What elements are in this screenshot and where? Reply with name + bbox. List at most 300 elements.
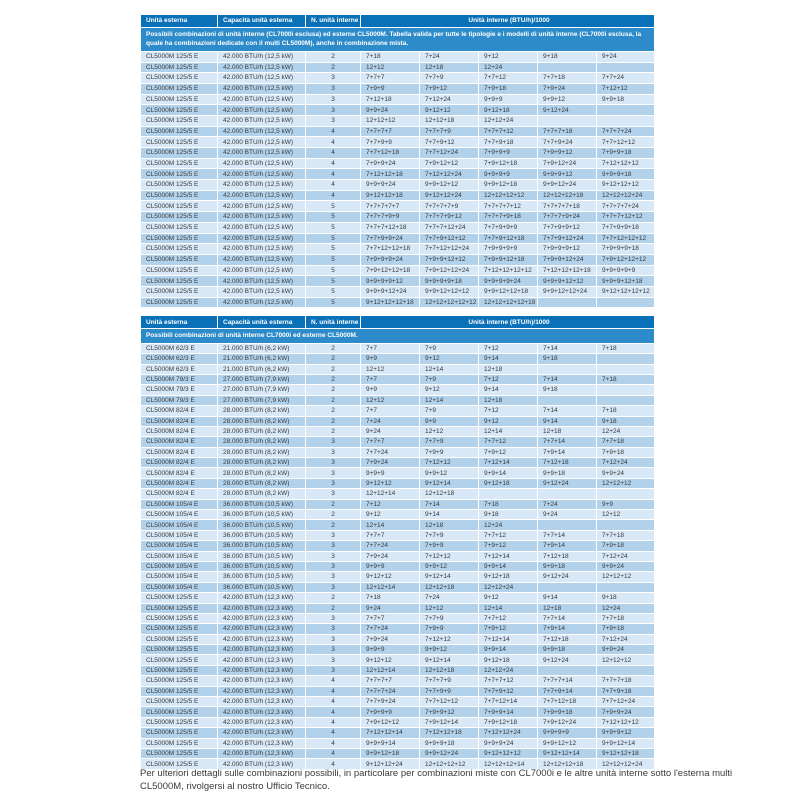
table-row (141, 265, 655, 276)
capacity-cell: 42.000 BTU/h (12,3 kW) (218, 749, 306, 759)
column-header: N. unità interne (306, 316, 361, 329)
external-unit-cell: CL5000M 125/5 E (141, 180, 218, 191)
combination-cell: 7+9+18 (597, 447, 655, 457)
combination-cell: 7+9+9+9+24 (361, 254, 420, 265)
external-unit-cell: CL5000M 125/5 E (141, 265, 218, 276)
n-units-cell: 3 (306, 73, 361, 84)
capacity-cell: 42.000 BTU/h (12,5 kW) (218, 276, 306, 287)
combination-cell: 9+9+18 (538, 468, 597, 478)
combination-cell: 7+9+9+24 (361, 158, 420, 169)
table-row (141, 343, 655, 353)
combination-cell: 9+12+14 (420, 572, 479, 582)
table-row (141, 468, 655, 478)
combination-cell: 7+7+12+14 (479, 697, 538, 707)
n-units-cell: 3 (306, 624, 361, 634)
table-row (141, 717, 655, 727)
combination-cell: 12+18 (479, 364, 538, 374)
combination-cell: 9+9+12 (420, 561, 479, 571)
combination-cell: 7+12 (479, 343, 538, 353)
combination-cell: 7+9+24 (538, 83, 597, 94)
combination-cell: 7+12+14 (479, 551, 538, 561)
combination-cell (538, 62, 597, 73)
n-units-cell: 3 (306, 665, 361, 675)
combination-cell: 7+9+9+14 (479, 707, 538, 717)
n-units-cell: 4 (306, 686, 361, 696)
combination-cell: 9+12+24 (538, 572, 597, 582)
external-unit-cell: CL5000M 125/5 E (141, 613, 218, 623)
table-row (141, 561, 655, 571)
combination-cell: 7+7+9+18 (479, 137, 538, 148)
combination-cell: 7+12+14 (479, 634, 538, 644)
combination-cell: 7+7+9+12 (479, 686, 538, 696)
capacity-cell: 42.000 BTU/h (12,3 kW) (218, 728, 306, 738)
combination-cell: 7+7+9+9+9 (479, 222, 538, 233)
capacity-cell: 28.000 BTU/h (8,2 kW) (218, 416, 306, 426)
combination-cell: 7+12+12+12+12 (479, 265, 538, 276)
combination-cell: 9+12+24 (538, 105, 597, 116)
capacity-cell: 42.000 BTU/h (12,5 kW) (218, 254, 306, 265)
combination-cell: 9+12+12 (420, 105, 479, 116)
combination-cell: 7+7+24 (361, 541, 420, 551)
n-units-cell: 3 (306, 655, 361, 665)
n-units-cell: 3 (306, 561, 361, 571)
combination-cell: 9+14 (479, 354, 538, 364)
combination-cell: 7+12+12 (420, 634, 479, 644)
combination-cell: 9+12 (479, 51, 538, 62)
external-unit-cell: CL5000M 105/4 E (141, 499, 218, 509)
combination-cell: 7+7+12+18 (361, 148, 420, 159)
combination-cell: 9+9+9 (479, 94, 538, 105)
combination-cell: 9+9+18 (538, 645, 597, 655)
capacity-cell: 28.000 BTU/h (8,2 kW) (218, 458, 306, 468)
tables-container (140, 14, 654, 770)
combination-cell (538, 364, 597, 374)
table-row (141, 244, 655, 255)
combination-cell (538, 115, 597, 126)
combination-cell: 9+9+9+12 (538, 169, 597, 180)
combination-cell: 7+7+7+12 (479, 126, 538, 137)
n-units-cell: 2 (306, 51, 361, 62)
combination-cell: 7+7+7+7 (361, 676, 420, 686)
table-row (141, 489, 655, 499)
footer-note: Per ulteriori dettagli sulle combinazioni possibili, in particolare per combinazioni miste con CL7000i e le altre unità interne sotto l'esterna multi CL5000M, rivolgersi al nostro Ufficio Tecnico. (140, 768, 733, 792)
capacity-cell: 42.000 BTU/h (12,5 kW) (218, 158, 306, 169)
combination-cell: 7+9+12 (479, 624, 538, 634)
combination-cell (538, 395, 597, 405)
combination-cell: 7+7+7+12+18 (361, 222, 420, 233)
combination-cell: 7+7+7+12 (479, 676, 538, 686)
external-unit-cell: CL5000M 125/5 E (141, 728, 218, 738)
table-row (141, 148, 655, 159)
combination-cell: 7+12+24 (597, 458, 655, 468)
combination-cell: 7+7+7+9+18 (479, 212, 538, 223)
table-row (141, 222, 655, 233)
combination-cell: 9+24 (361, 603, 420, 613)
combination-cell (538, 582, 597, 592)
combination-cell: 9+18 (538, 354, 597, 364)
capacity-cell: 36.000 BTU/h (10,5 kW) (218, 561, 306, 571)
combination-cell: 7+7+7+9 (420, 676, 479, 686)
table-row (141, 374, 655, 384)
n-units-cell: 2 (306, 395, 361, 405)
table-row (141, 582, 655, 592)
external-unit-cell: CL5000M 125/5 E (141, 593, 218, 603)
external-unit-cell: CL5000M 125/5 E (141, 717, 218, 727)
combination-cell: 7+9+9+12+12 (420, 254, 479, 265)
external-unit-cell: CL5000M 125/5 E (141, 137, 218, 148)
combination-cell: 7+9+9+9 (479, 148, 538, 159)
external-unit-cell: CL5000M 125/5 E (141, 655, 218, 665)
combination-cell: 9+9+9+12 (597, 728, 655, 738)
combination-cell: 9+9+24 (597, 468, 655, 478)
combination-cell (538, 489, 597, 499)
combination-cell: 7+9+12 (479, 541, 538, 551)
n-units-cell: 3 (306, 645, 361, 655)
combination-cell: 7+7+12+18 (538, 697, 597, 707)
capacity-cell: 42.000 BTU/h (12,5 kW) (218, 233, 306, 244)
combination-cell: 7+7+7+7+24 (597, 201, 655, 212)
external-unit-cell: CL5000M 105/4 E (141, 561, 218, 571)
n-units-cell: 2 (306, 416, 361, 426)
combination-cell: 12+14 (420, 364, 479, 374)
combination-cell: 12+18 (479, 395, 538, 405)
external-unit-cell: CL5000M 125/5 E (141, 105, 218, 116)
combination-cell: 12+12+14 (361, 582, 420, 592)
n-units-cell: 2 (306, 426, 361, 436)
combination-cell: 7+9+12+24 (538, 717, 597, 727)
combination-cell: 7+7+12 (479, 437, 538, 447)
combination-cell: 7+12+12 (420, 458, 479, 468)
combination-cell: 12+12+12+18 (538, 190, 597, 201)
combination-cell: 7+7+9+14 (538, 686, 597, 696)
combination-cell: 9+9+12+12+18 (479, 286, 538, 297)
combination-cell: 7+7+7 (361, 73, 420, 84)
combinations-table-cl7000i (140, 315, 655, 769)
combination-cell: 7+7+9+24 (538, 137, 597, 148)
combination-cell (479, 489, 538, 499)
combination-cell: 12+12+18 (420, 665, 479, 675)
combination-cell: 7+7+18 (597, 613, 655, 623)
external-unit-cell: CL5000M 82/4 E (141, 489, 218, 499)
combination-cell: 9+9+9+14 (361, 738, 420, 748)
table-row (141, 395, 655, 405)
combination-cell: 7+12+12+12 (597, 717, 655, 727)
external-unit-cell: CL5000M 125/5 E (141, 665, 218, 675)
capacity-cell: 21.000 BTU/h (6,2 kW) (218, 354, 306, 364)
combination-cell: 9+12+18 (479, 655, 538, 665)
n-units-cell: 4 (306, 676, 361, 686)
combination-cell (597, 395, 655, 405)
combination-cell: 7+9+9+9 (361, 707, 420, 717)
combination-cell: 7+9+24 (361, 458, 420, 468)
n-units-cell: 4 (306, 148, 361, 159)
external-unit-cell: CL5000M 105/4 E (141, 510, 218, 520)
combination-cell: 7+9+9+9+12 (538, 244, 597, 255)
combination-cell: 7+7+14 (538, 530, 597, 540)
combination-cell: 9+9+12 (420, 468, 479, 478)
table-row (141, 180, 655, 191)
table-row (141, 190, 655, 201)
external-unit-cell: CL5000M 125/5 E (141, 707, 218, 717)
combination-cell: 7+18 (597, 374, 655, 384)
external-unit-cell: CL5000M 125/5 E (141, 222, 218, 233)
combination-cell: 12+12+18 (420, 115, 479, 126)
capacity-cell: 42.000 BTU/h (12,3 kW) (218, 707, 306, 717)
n-units-cell: 3 (306, 489, 361, 499)
combination-cell: 7+7+12+24 (420, 148, 479, 159)
table-row (141, 437, 655, 447)
combination-cell: 7+7+9+12+24 (538, 233, 597, 244)
combination-cell: 7+7+12+12 (597, 137, 655, 148)
table-row (141, 613, 655, 623)
combination-cell: 12+12+12+24 (597, 759, 655, 769)
combination-cell: 9+9+9+9+24 (479, 276, 538, 287)
combination-cell: 9+12+12+12 (479, 749, 538, 759)
n-units-cell: 5 (306, 276, 361, 287)
combination-cell: 7+7+7+18 (597, 676, 655, 686)
external-unit-cell: CL5000M 125/5 E (141, 254, 218, 265)
capacity-cell: 36.000 BTU/h (10,5 kW) (218, 582, 306, 592)
external-unit-cell: CL5000M 125/5 E (141, 126, 218, 137)
capacity-cell: 36.000 BTU/h (10,5 kW) (218, 499, 306, 509)
external-unit-cell: CL5000M 79/3 E (141, 385, 218, 395)
capacity-cell: 42.000 BTU/h (12,5 kW) (218, 83, 306, 94)
combination-cell: 9+12+12 (361, 572, 420, 582)
n-units-cell: 4 (306, 158, 361, 169)
table-row (141, 478, 655, 488)
table-row (141, 169, 655, 180)
combination-cell: 9+9+9+12+18 (597, 276, 655, 287)
combination-cell: 7+7+7+12+24 (420, 222, 479, 233)
combination-cell: 7+9+12+24 (538, 158, 597, 169)
n-units-cell: 4 (306, 749, 361, 759)
combination-cell: 7+9+24 (361, 634, 420, 644)
combination-cell: 7+12+18 (538, 634, 597, 644)
combination-cell: 9+12+18 (479, 572, 538, 582)
table-row (141, 233, 655, 244)
combination-cell: 7+9+9+9+9 (479, 244, 538, 255)
combination-cell: 7+12 (479, 406, 538, 416)
combination-cell: 7+7+7+7+9 (420, 201, 479, 212)
capacity-cell: 28.000 BTU/h (8,2 kW) (218, 406, 306, 416)
table-row (141, 137, 655, 148)
combination-cell: 7+12+24 (597, 634, 655, 644)
combination-cell (597, 582, 655, 592)
combination-cell: 7+9+24 (361, 551, 420, 561)
combination-cell: 7+9+9+18 (597, 148, 655, 159)
combination-cell: 9+9+24 (597, 561, 655, 571)
external-unit-cell: CL5000M 82/4 E (141, 416, 218, 426)
external-unit-cell: CL5000M 82/4 E (141, 437, 218, 447)
combination-cell: 9+9+24 (361, 105, 420, 116)
combination-cell: 7+7+9 (420, 437, 479, 447)
combination-cell: 7+7+14 (538, 613, 597, 623)
combination-cell: 7+9+12+12 (420, 158, 479, 169)
combination-cell: 9+9+9+9+18 (420, 276, 479, 287)
combination-cell: 9+12+12+18 (361, 190, 420, 201)
capacity-cell: 42.000 BTU/h (12,3 kW) (218, 593, 306, 603)
combination-cell: 7+7+9+24 (361, 697, 420, 707)
column-header: Unità interne (BTU/h)/1000 (361, 316, 655, 329)
combination-cell: 9+9+9+24 (479, 738, 538, 748)
external-unit-cell: CL5000M 125/5 E (141, 73, 218, 84)
column-header: Unità esterna (141, 316, 218, 329)
combination-cell: 7+7 (361, 343, 420, 353)
combination-cell: 12+24 (597, 603, 655, 613)
combination-cell: 9+9+9+12+12 (538, 276, 597, 287)
section-banner-text: Possibili combinazioni di unità interne CL7000i ed esterne CL5000M. (141, 329, 655, 343)
combination-cell: 7+12+18 (538, 458, 597, 468)
combination-cell: 7+12+12+24 (420, 169, 479, 180)
combination-cell: 9+12+12+24 (420, 190, 479, 201)
section-banner-text: Possibili combinazioni di unità interne (CL7000i esclusa) ed esterne CL5000M. Tabella valida per tutte le tipologie e i modelli di unità interne (CL7000i esclusa, la quale ha combinazioni dedicate con il multi CL5000M), anche in combinazione mista. (141, 28, 655, 52)
combination-cell: 12+12+18 (420, 489, 479, 499)
combination-cell: 7+7+12+12+24 (420, 244, 479, 255)
combination-cell (597, 385, 655, 395)
table-row (141, 201, 655, 212)
column-header: N. unità interne (306, 15, 361, 28)
combination-cell: 7+7+12+12+18 (361, 244, 420, 255)
combination-cell: 7+9+18 (597, 624, 655, 634)
external-unit-cell: CL5000M 125/5 E (141, 148, 218, 159)
combination-cell: 7+9+9 (420, 541, 479, 551)
capacity-cell: 28.000 BTU/h (8,2 kW) (218, 447, 306, 457)
combination-cell: 7+9+9+24 (597, 707, 655, 717)
capacity-cell: 36.000 BTU/h (10,5 kW) (218, 530, 306, 540)
n-units-cell: 4 (306, 169, 361, 180)
n-units-cell: 3 (306, 634, 361, 644)
combination-cell: 7+7+18 (538, 73, 597, 84)
capacity-cell: 42.000 BTU/h (12,5 kW) (218, 148, 306, 159)
combination-cell: 7+7+9 (420, 73, 479, 84)
external-unit-cell: CL5000M 125/5 E (141, 276, 218, 287)
combination-cell: 12+12+12+12+18 (479, 297, 538, 308)
table-row (141, 676, 655, 686)
n-units-cell: 3 (306, 437, 361, 447)
combination-cell: 7+9+12+18 (479, 717, 538, 727)
table-row (141, 426, 655, 436)
external-unit-cell: CL5000M 125/5 E (141, 158, 218, 169)
n-units-cell: 2 (306, 593, 361, 603)
combination-cell: 9+24 (597, 51, 655, 62)
combination-cell: 7+7+7 (361, 613, 420, 623)
combinations-table-mixed-units (140, 14, 655, 308)
section-banner-row (141, 28, 655, 52)
combination-cell: 7+9+9+12+24 (538, 254, 597, 265)
combination-cell: 9+9 (420, 416, 479, 426)
combination-cell: 7+7 (361, 406, 420, 416)
combination-cell: 9+9+12 (538, 94, 597, 105)
n-units-cell: 3 (306, 105, 361, 116)
combination-cell: 9+12+12+14 (538, 749, 597, 759)
column-header: Unità esterna (141, 15, 218, 28)
combination-cell: 12+12 (361, 395, 420, 405)
capacity-cell: 42.000 BTU/h (12,3 kW) (218, 676, 306, 686)
external-unit-cell: CL5000M 82/4 E (141, 478, 218, 488)
n-units-cell: 4 (306, 728, 361, 738)
table-row (141, 354, 655, 364)
table-row (141, 499, 655, 509)
combination-cell: 12+12+12+12 (420, 759, 479, 769)
external-unit-cell: CL5000M 125/5 E (141, 51, 218, 62)
capacity-cell: 28.000 BTU/h (8,2 kW) (218, 468, 306, 478)
combination-cell: 12+12 (420, 426, 479, 436)
capacity-cell: 42.000 BTU/h (12,3 kW) (218, 655, 306, 665)
capacity-cell: 36.000 BTU/h (10,5 kW) (218, 551, 306, 561)
external-unit-cell: CL5000M 125/5 E (141, 212, 218, 223)
table-row (141, 655, 655, 665)
external-unit-cell: CL5000M 62/3 E (141, 364, 218, 374)
n-units-cell: 3 (306, 551, 361, 561)
combination-cell: 7+7 (361, 374, 420, 384)
column-header: Capacità unità esterna (218, 15, 306, 28)
n-units-cell: 4 (306, 717, 361, 727)
combination-cell: 12+12+12 (361, 115, 420, 126)
combination-cell: 7+24 (538, 499, 597, 509)
n-units-cell: 3 (306, 530, 361, 540)
external-unit-cell: CL5000M 125/5 E (141, 94, 218, 105)
combination-cell: 9+14 (538, 416, 597, 426)
external-unit-cell: CL5000M 105/4 E (141, 582, 218, 592)
combination-cell: 9+12+14 (420, 478, 479, 488)
combination-cell: 7+12+12+12 (597, 158, 655, 169)
combination-cell: 9+12+12+12+18 (361, 297, 420, 308)
combination-cell: 7+7+12 (479, 73, 538, 84)
n-units-cell: 2 (306, 520, 361, 530)
combination-cell: 7+9+12+12 (361, 717, 420, 727)
combination-cell: 9+12 (361, 510, 420, 520)
n-units-cell: 3 (306, 447, 361, 457)
combination-cell: 7+18 (361, 51, 420, 62)
combination-cell: 9+9+12+12+12 (420, 286, 479, 297)
external-unit-cell: CL5000M 125/5 E (141, 603, 218, 613)
combination-cell: 7+7+9+9+24 (361, 233, 420, 244)
combination-cell: 9+12+12+12+12 (597, 286, 655, 297)
capacity-cell: 42.000 BTU/h (12,5 kW) (218, 94, 306, 105)
combination-cell: 7+9+12+12+24 (420, 265, 479, 276)
combination-cell: 7+14 (538, 343, 597, 353)
n-units-cell: 5 (306, 254, 361, 265)
capacity-cell: 42.000 BTU/h (12,3 kW) (218, 645, 306, 655)
table-row (141, 665, 655, 675)
capacity-cell: 27.000 BTU/h (7,9 kW) (218, 385, 306, 395)
table-row (141, 416, 655, 426)
combination-cell: 7+9+14 (538, 447, 597, 457)
n-units-cell: 3 (306, 613, 361, 623)
n-units-cell: 5 (306, 297, 361, 308)
capacity-cell: 42.000 BTU/h (12,5 kW) (218, 73, 306, 84)
capacity-cell: 42.000 BTU/h (12,3 kW) (218, 665, 306, 675)
combination-cell: 9+9 (361, 385, 420, 395)
combination-cell: 7+14 (538, 406, 597, 416)
combination-cell: 7+7+7+7 (361, 126, 420, 137)
combination-cell: 7+9+18 (479, 83, 538, 94)
combination-cell: 7+7+18 (597, 437, 655, 447)
capacity-cell: 42.000 BTU/h (12,5 kW) (218, 115, 306, 126)
combination-cell: 12+24 (479, 520, 538, 530)
combination-cell: 7+12+12+18 (361, 169, 420, 180)
combination-cell: 9+18 (479, 510, 538, 520)
external-unit-cell: CL5000M 105/4 E (141, 572, 218, 582)
n-units-cell: 3 (306, 478, 361, 488)
table-row (141, 286, 655, 297)
combination-cell: 7+7+24 (361, 624, 420, 634)
combination-cell: 7+9+9+12 (538, 148, 597, 159)
column-header-row (141, 15, 655, 28)
combination-cell: 7+24 (420, 51, 479, 62)
n-units-cell: 2 (306, 510, 361, 520)
combination-cell: 7+18 (597, 343, 655, 353)
